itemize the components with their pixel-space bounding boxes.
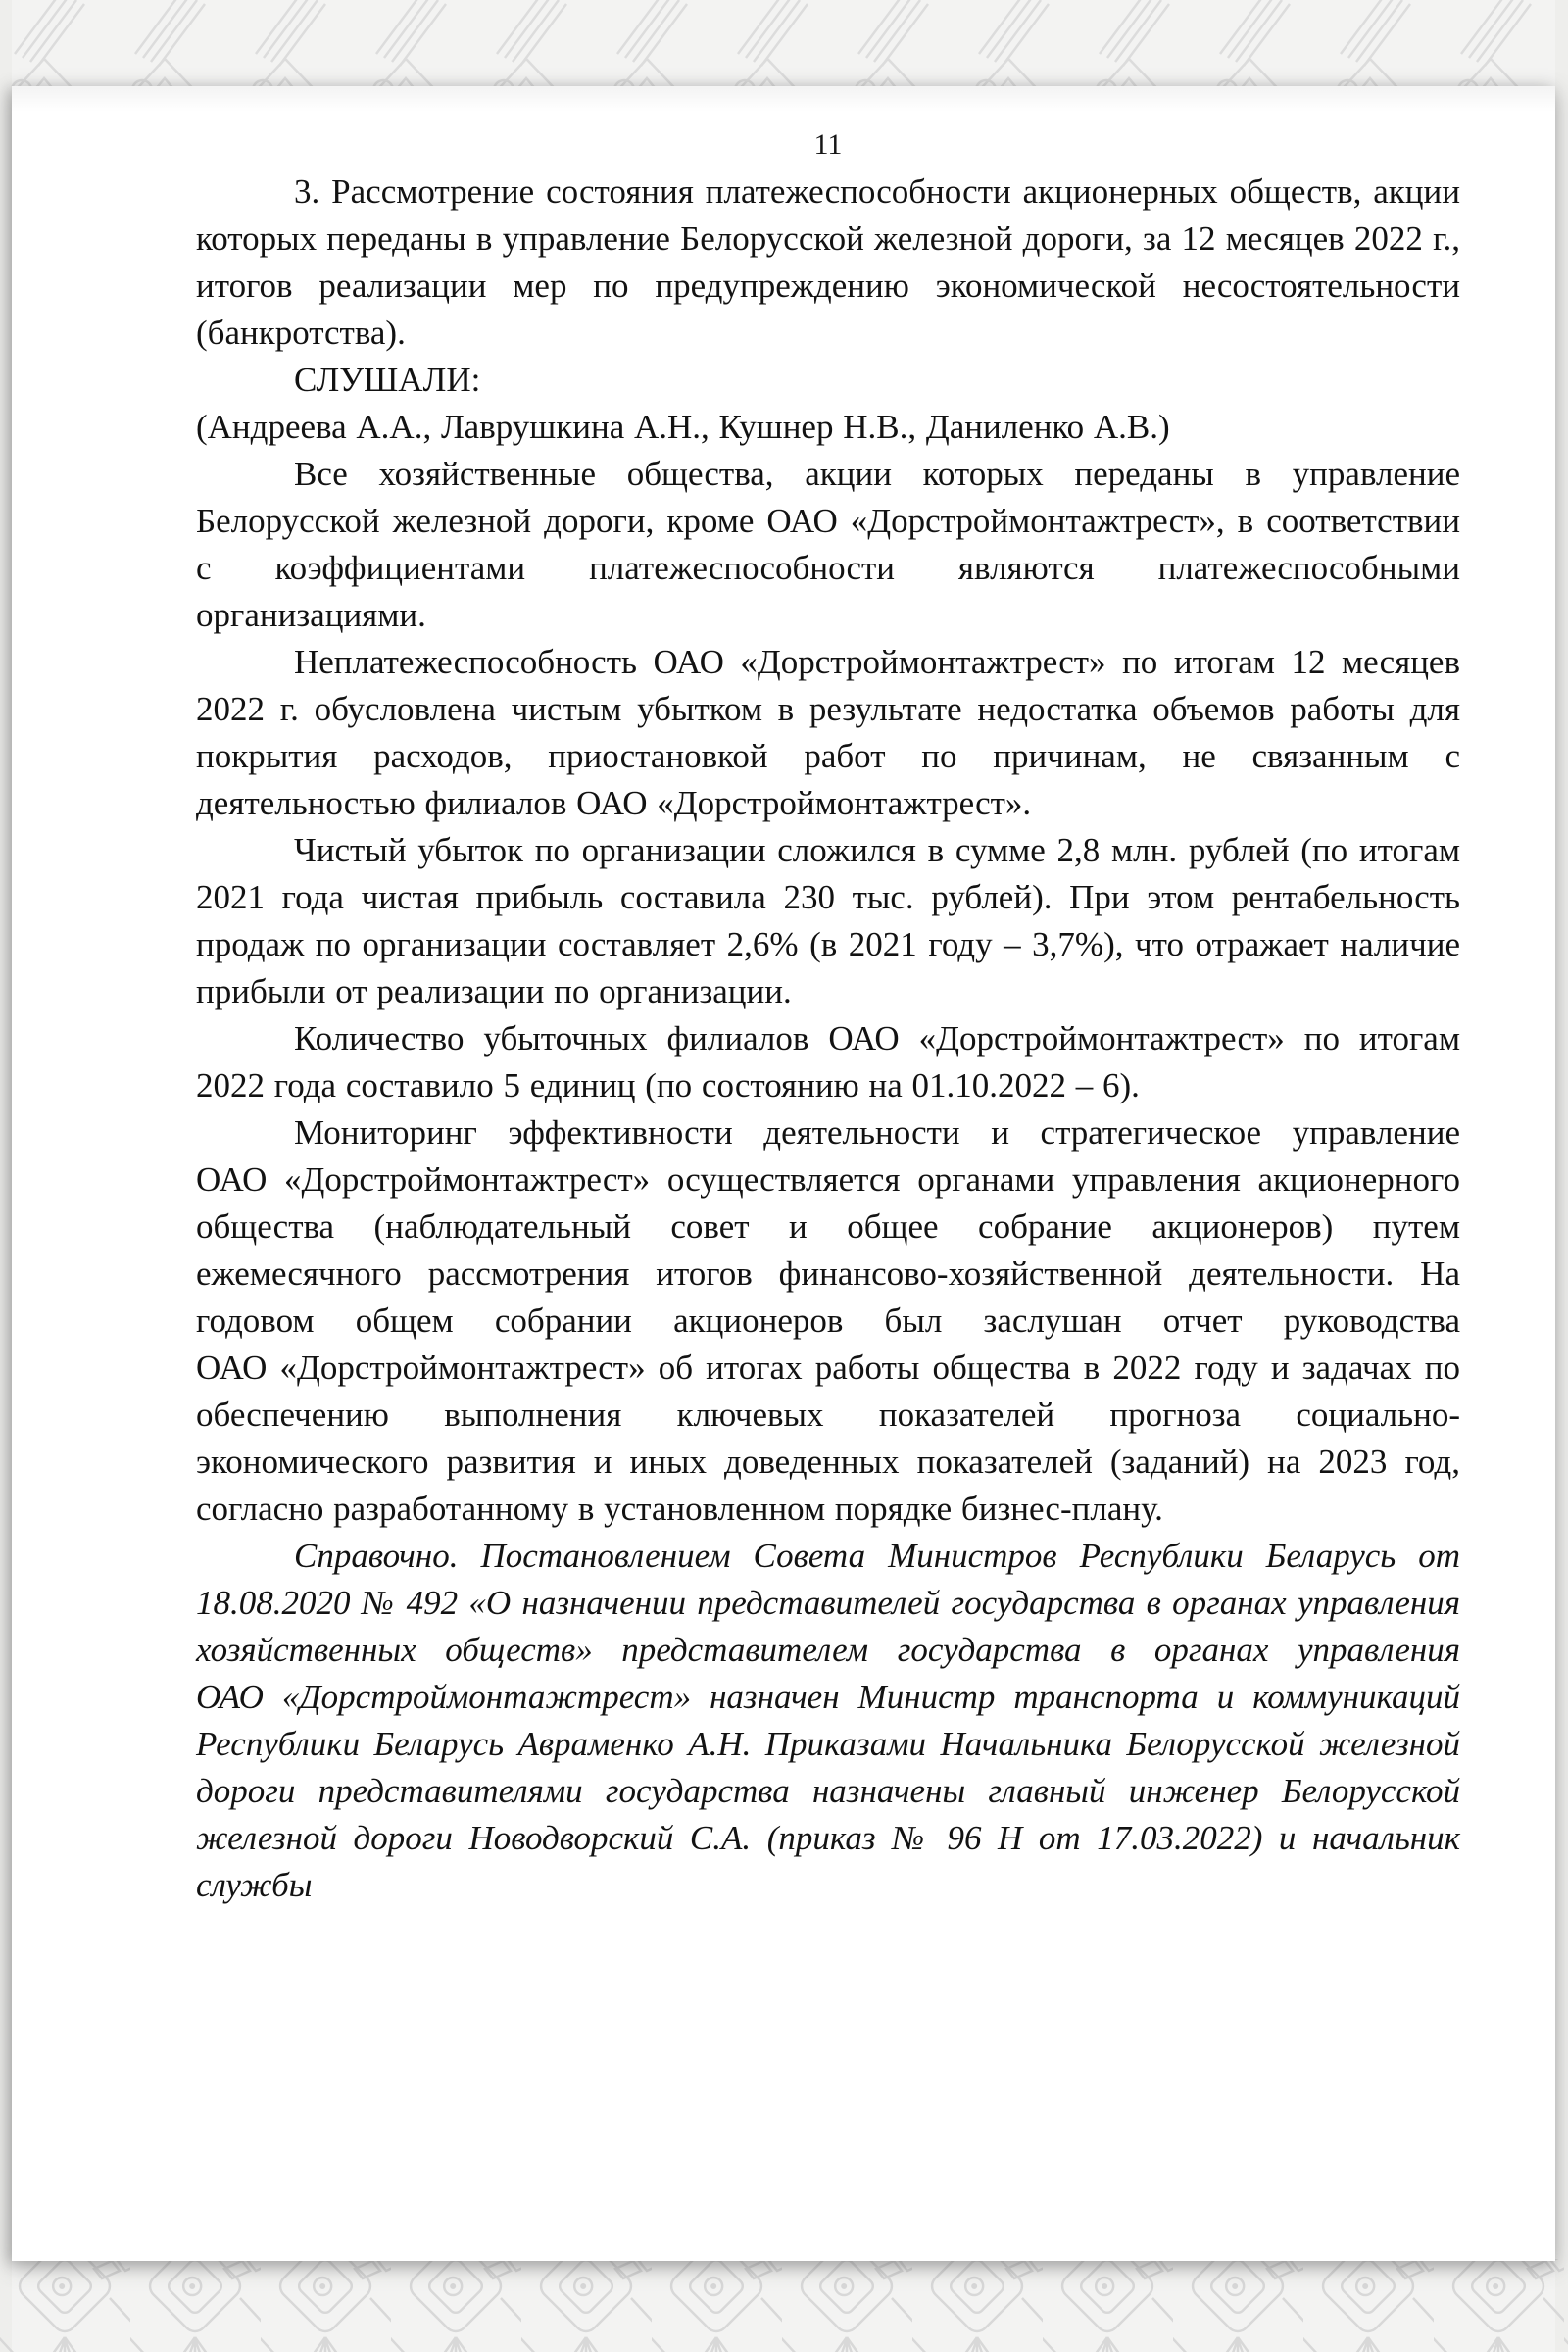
guilloche-pattern-bottom-icon [0, 2259, 1568, 2352]
heading-heard: СЛУШАЛИ: [294, 361, 481, 399]
paragraph-monitoring: Мониторинг эффективности деятельности и стратегическое управление ОАО «Дорстроймонтажтрест» осуществляется органами управления акционерного общества (наблюдательный совет и общее собрание акционеров) путем ежемесячного рассмотрения итогов финансово-хозяйственной деятельности. На годовом общем собрании акционеров был заслушан отчет руководства ОАО «Дорстроймонтажтрест» об итогах работы общества в 2022 году и задачах по обеспечению выполнения ключевых показателей прогноза социально-экономического развития и иных доведенных показателей (заданий) на 2023 год, согласно разработанному в установленном порядке бизнес-плану. [196, 1113, 1460, 1528]
page-number: 11 [813, 128, 843, 161]
document-page [12, 86, 1555, 2261]
speakers-list: (Андреева А.А., Лаврушкина А.Н., Кушнер Н.В., Даниленко А.В.) [196, 408, 1170, 446]
paragraph-insolvency-reasons: Неплатежеспособность ОАО «Дорстроймонтажтрест» по итогам 12 месяцев 2022 г. обусловлена чистым убытком в результате недостатка объемов работы для покрытия расходов, приостановкой работ по причинам, не связанным с деятельностью филиалов ОАО «Дорстроймонтажтрест». [196, 643, 1460, 822]
paragraph-net-loss: Чистый убыток по организации сложился в сумме 2,8 млн. рублей (по итогам 2021 года чистая прибыль составила 230 тыс. рублей). При этом рентабельность продаж по организации составляет 2,6% (в 2021 году – 3,7%), что отражает наличие прибыли от реализации по организации. [196, 831, 1460, 1010]
paragraph-loss-making-branches: Количество убыточных филиалов ОАО «Дорстроймонтажтрест» по итогам 2022 года составило 5 единиц (по состоянию на 01.10.2022 – 6). [196, 1019, 1460, 1104]
guilloche-pattern-top-icon [0, 0, 1568, 86]
backdrop-right-strip [1555, 0, 1568, 2352]
paragraph-solvency-overview: Все хозяйственные общества, акции которых переданы в управление Белорусской железной дороги, кроме ОАО «Дорстроймонтажтрест», в соответствии с коэффициентами платежеспособности являются платежеспособными организациями. [196, 455, 1460, 634]
paragraph-reference-note: Справочно. Постановлением Совета Министров Республики Беларусь от 18.08.2020 № 492 «О назначении представителей государства в органах управления хозяйственных обществ» представителем государства в органах управления ОАО «Дорстроймонтажтрест» назначен Министр транспорта и коммуникаций Республики Беларусь Авраменко А.Н. Приказами Начальника Белорусской железной дороги представителями государства назначены главный инженер Белорусской железной дороги Новодворский С.А. (приказ № 96 Н от 17.03.2022) и начальник службы [196, 1537, 1460, 1904]
backdrop-left-strip [0, 0, 12, 2352]
document-content [12, 86, 1555, 1909]
paragraph-agenda-item-3: 3. Рассмотрение состояния платежеспособности акционерных обществ, акции которых переданы в управление Белорусской железной дороги, за 12 месяцев 2022 г., итогов реализации мер по предупреждению экономической несостоятельности (банкротства). [196, 172, 1460, 352]
